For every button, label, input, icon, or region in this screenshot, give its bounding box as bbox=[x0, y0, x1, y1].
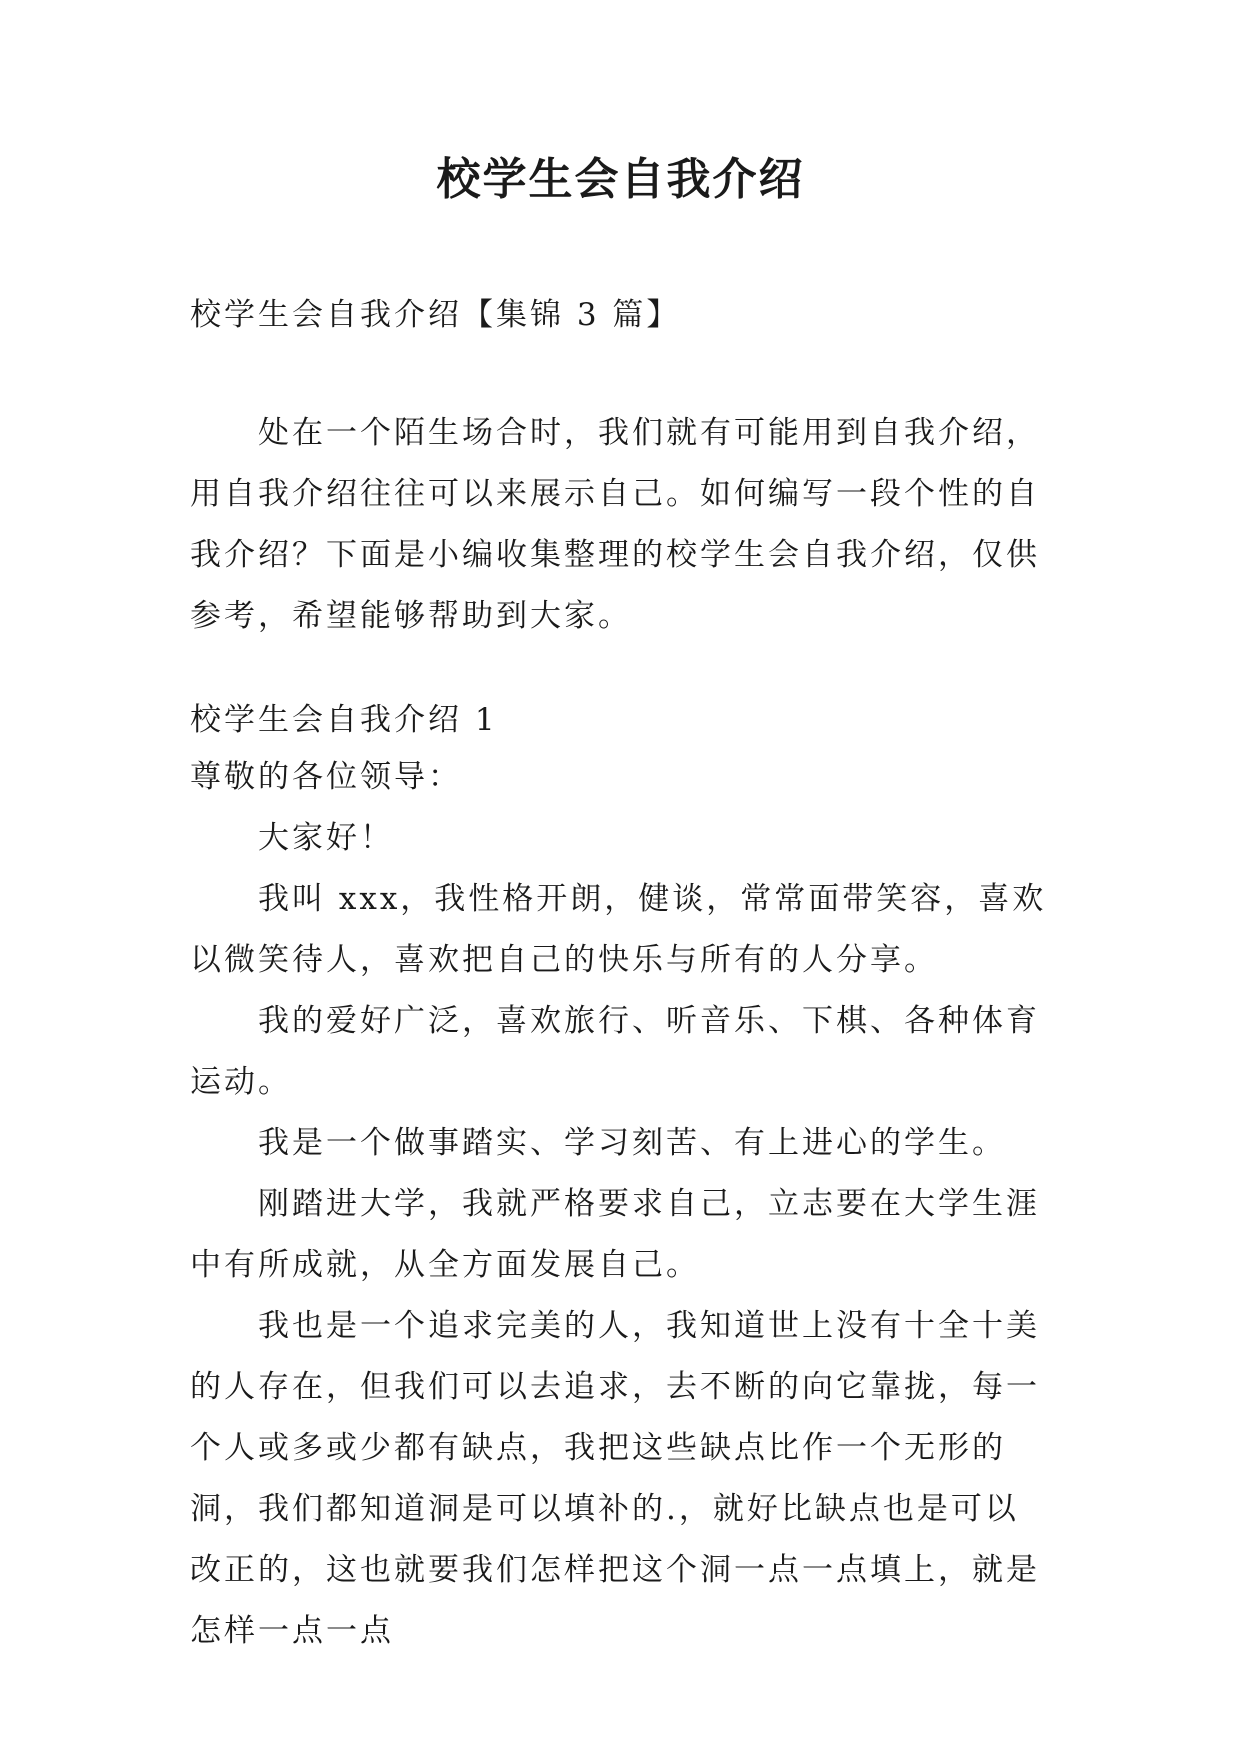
body-paragraph: 我叫 xxx，我性格开朗，健谈，常常面带笑容，喜欢以微笑待人，喜欢把自己的快乐与所有的人分享。 bbox=[190, 881, 1047, 978]
salutation: 尊敬的各位领导： bbox=[190, 759, 462, 795]
body-paragraph: 我的爱好广泛，喜欢旅行、听音乐、下棋、各种体育运动。 bbox=[190, 1003, 1040, 1100]
body-paragraph: 刚踏进大学，我就严格要求自己，立志要在大学生涯中有所成就，从全方面发展自己。 bbox=[190, 1186, 1040, 1283]
document-title: 校学生会自我介绍 bbox=[436, 154, 805, 205]
intro-paragraph: 处在一个陌生场合时，我们就有可能用到自我介绍，用自我介绍往往可以来展示自己。如何编写一段个性的自我介绍？下面是小编收集整理的校学生会自我介绍，仅供参考，希望能够帮助到大家。 bbox=[190, 415, 1040, 634]
body-paragraph: 大家好！ bbox=[258, 820, 394, 856]
intro-section bbox=[190, 403, 1052, 647]
document-subtitle: 校学生会自我介绍【集锦 3 篇】 bbox=[190, 297, 681, 333]
body-paragraph: 我也是一个追求完美的人，我知道世上没有十全十美的人存在，但我们可以去追求，去不断的向它靠拢，每一个人或多或少都有缺点，我把这些缺点比作一个无形的洞，我们都知道洞是可以填补的.，就好比缺点也是可以改正的，这也就要我们怎样把这个洞一点一点填上，就是怎样一点一点 bbox=[190, 1308, 1040, 1649]
article-heading: 校学生会自我介绍 1 bbox=[190, 702, 498, 738]
body-paragraph: 我是一个做事踏实、学习刻苦、有上进心的学生。 bbox=[258, 1125, 1006, 1161]
article-body bbox=[190, 747, 1052, 1662]
